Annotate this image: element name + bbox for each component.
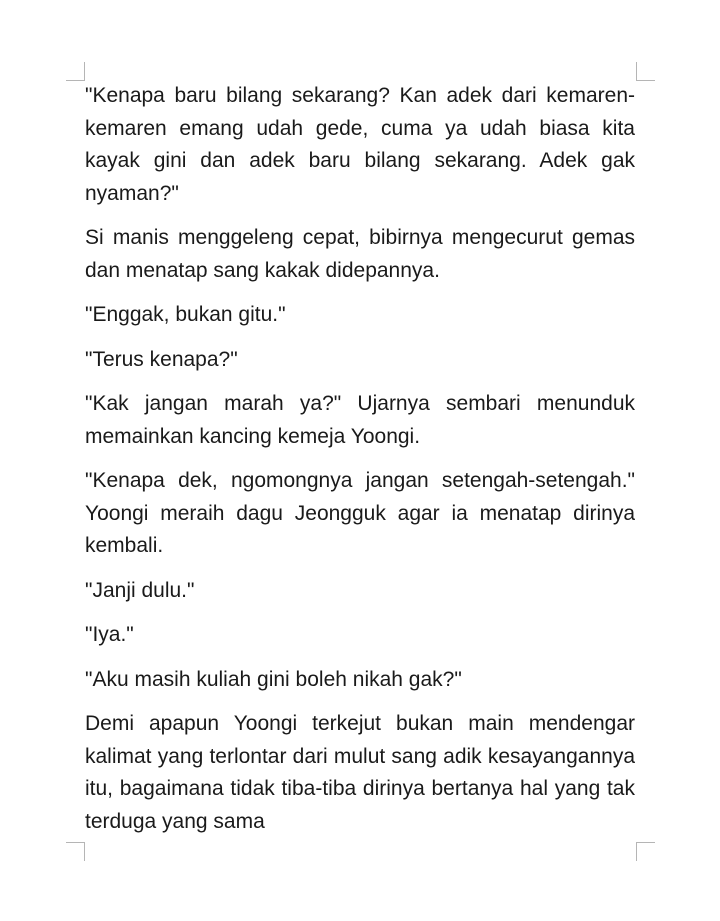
paragraph: "Kenapa dek, ngomongnya jangan setengah-setengah." Yoongi meraih dagu Jeongguk agar ia menatap dirinya kembali.: [85, 469, 635, 557]
paragraph: Demi apapun Yoongi terkejut bukan main mendengar kalimat yang terlontar dari mulut sang adik kesayangannya itu, bagaimana tidak tiba-tiba dirinya bertanya hal yang tak terduga yang sama: [85, 712, 635, 833]
paragraph: "Aku masih kuliah gini boleh nikah gak?": [85, 667, 462, 691]
paragraph: "Enggak, bukan gitu.": [85, 303, 286, 326]
document-body: [85, 80, 635, 850]
margin-corner-top-right: [636, 62, 655, 81]
paragraph: "Kak jangan marah ya?" Ujarnya sembari menunduk memainkan kancing kemeja Yoongi.: [85, 392, 635, 448]
paragraph: Si manis menggeleng cepat, bibirnya mengecurut gemas dan menatap sang kakak didepannya.: [85, 226, 635, 282]
paragraph: "Iya.": [85, 623, 134, 646]
paragraph: "Janji dulu.": [85, 578, 195, 602]
margin-corner-bottom-right: [636, 842, 655, 861]
paragraph: "Kenapa baru bilang sekarang? Kan adek dari kemaren-kemaren emang udah gede, cuma ya udah biasa kita kayak gini dan adek baru bilang sekarang. Adek gak nyaman?": [85, 84, 635, 205]
paragraph: "Terus kenapa?": [85, 347, 238, 371]
margin-corner-top-left: [66, 62, 85, 81]
margin-corner-bottom-left: [66, 842, 85, 861]
